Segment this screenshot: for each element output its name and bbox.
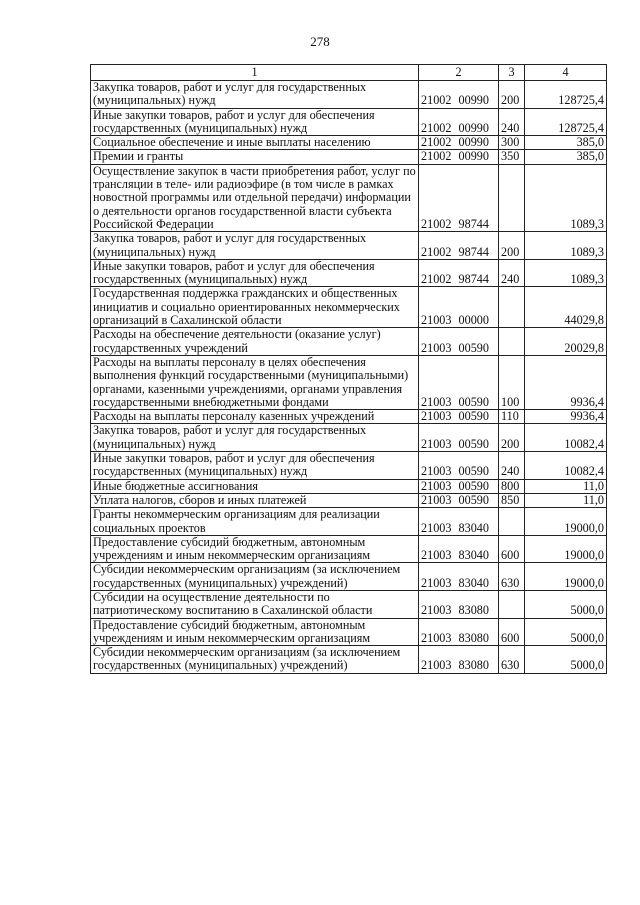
row-name: Социальное обеспечение и иные выплаты населению (91, 136, 419, 150)
row-expense-type: 110 (499, 410, 525, 424)
table-row (91, 452, 607, 480)
row-code: 21003 00000 (419, 287, 499, 328)
row-name: Субсидии некоммерческим организациям (за исключением государственных (муниципальных) учреждений) (91, 563, 419, 591)
table-row (91, 136, 607, 150)
row-amount: 19000,0 (525, 508, 607, 536)
table-row (91, 424, 607, 452)
row-name: Предоставление субсидий бюджетным, автономным учреждениям и иным некоммерческим организациям (91, 535, 419, 563)
row-amount: 11,0 (525, 493, 607, 507)
row-amount: 19000,0 (525, 535, 607, 563)
page-number: 278 (310, 34, 330, 49)
column-header-4: 4 (525, 65, 607, 81)
row-amount: 128725,4 (525, 108, 607, 136)
table-row (91, 287, 607, 328)
row-amount: 385,0 (525, 136, 607, 150)
row-code: 21003 00590 (419, 493, 499, 507)
row-amount: 9936,4 (525, 355, 607, 409)
row-name: Субсидии на осуществление деятельности по патриотическому воспитанию в Сахалинской области (91, 590, 419, 618)
row-amount: 128725,4 (525, 81, 607, 109)
table-row (91, 259, 607, 287)
table-row (91, 535, 607, 563)
row-code: 21003 83080 (419, 646, 499, 674)
row-expense-type: 200 (499, 232, 525, 260)
row-name: Закупка товаров, работ и услуг для государственных (муниципальных) нужд (91, 81, 419, 109)
row-expense-type: 300 (499, 136, 525, 150)
table-row (91, 646, 607, 674)
table-row (91, 150, 607, 164)
row-expense-type (499, 508, 525, 536)
table-row (91, 493, 607, 507)
row-name: Закупка товаров, работ и услуг для государственных (муниципальных) нужд (91, 232, 419, 260)
row-name: Гранты некоммерческим организациям для реализации социальных проектов (91, 508, 419, 536)
row-name: Уплата налогов, сборов и иных платежей (91, 493, 419, 507)
row-name: Закупка товаров, работ и услуг для государственных (муниципальных) нужд (91, 424, 419, 452)
column-header-3: 3 (499, 65, 525, 81)
row-expense-type: 240 (499, 452, 525, 480)
row-name: Расходы на выплаты персоналу казенных учреждений (91, 410, 419, 424)
row-code: 21003 83080 (419, 618, 499, 646)
row-code: 21002 98744 (419, 259, 499, 287)
row-amount: 19000,0 (525, 563, 607, 591)
table-body (91, 81, 607, 674)
table-row (91, 81, 607, 109)
row-expense-type: 240 (499, 108, 525, 136)
row-expense-type: 240 (499, 259, 525, 287)
row-name: Иные закупки товаров, работ и услуг для обеспечения государственных (муниципальных) нужд (91, 452, 419, 480)
row-amount: 5000,0 (525, 646, 607, 674)
row-amount: 5000,0 (525, 590, 607, 618)
table-row (91, 618, 607, 646)
row-code: 21002 00990 (419, 108, 499, 136)
row-name: Государственная поддержка гражданских и общественных инициатив и социально ориентированных некоммерческих организаций в Сахалинской области (91, 287, 419, 328)
table-row (91, 164, 607, 231)
row-amount: 11,0 (525, 479, 607, 493)
row-amount: 44029,8 (525, 287, 607, 328)
row-amount: 385,0 (525, 150, 607, 164)
row-name: Иные закупки товаров, работ и услуг для обеспечения государственных (муниципальных) нужд (91, 259, 419, 287)
row-name: Предоставление субсидий бюджетным, автономным учреждениям и иным некоммерческим организациям (91, 618, 419, 646)
row-expense-type: 850 (499, 493, 525, 507)
row-code: 21003 83040 (419, 563, 499, 591)
table-row (91, 590, 607, 618)
row-name: Субсидии некоммерческим организациям (за исключением государственных (муниципальных) учреждений) (91, 646, 419, 674)
row-expense-type: 200 (499, 424, 525, 452)
row-name: Расходы на обеспечение деятельности (оказание услуг) государственных учреждений (91, 328, 419, 356)
row-amount: 20029,8 (525, 328, 607, 356)
row-expense-type: 630 (499, 646, 525, 674)
row-amount: 1089,3 (525, 232, 607, 260)
row-name: Расходы на выплаты персоналу в целях обеспечения выполнения функций государственными (муниципальными) органами, казенными учреждениями, органами управления государственными внебюджетными фондами (91, 355, 419, 409)
table-row (91, 328, 607, 356)
column-header-2: 2 (419, 65, 499, 81)
row-code: 21002 00990 (419, 81, 499, 109)
row-amount: 1089,3 (525, 259, 607, 287)
row-amount: 9936,4 (525, 410, 607, 424)
row-code: 21002 98744 (419, 164, 499, 231)
row-name: Премии и гранты (91, 150, 419, 164)
row-code: 21003 00590 (419, 452, 499, 480)
row-expense-type: 100 (499, 355, 525, 409)
table-row (91, 410, 607, 424)
table-row (91, 355, 607, 409)
table-row (91, 563, 607, 591)
row-amount: 1089,3 (525, 164, 607, 231)
row-code: 21003 83040 (419, 535, 499, 563)
table-header-row (91, 65, 607, 81)
row-expense-type (499, 590, 525, 618)
row-code: 21003 00590 (419, 424, 499, 452)
row-code: 21002 00990 (419, 150, 499, 164)
row-code: 21003 00590 (419, 410, 499, 424)
row-code: 21003 83040 (419, 508, 499, 536)
column-header-1: 1 (91, 65, 419, 81)
row-name: Осуществление закупок в части приобретения работ, услуг по трансляции в теле- или радиоэфире (в том числе в рамках новостной программы или отдельной передачи) информации о деятельности органов государственной власти субъекта Российской Федерации (91, 164, 419, 231)
table-row (91, 108, 607, 136)
row-amount: 5000,0 (525, 618, 607, 646)
row-code: 21003 83080 (419, 590, 499, 618)
row-expense-type (499, 164, 525, 231)
row-expense-type: 600 (499, 535, 525, 563)
budget-table (90, 64, 607, 674)
row-amount: 10082,4 (525, 424, 607, 452)
row-code: 21003 00590 (419, 355, 499, 409)
table-row (91, 508, 607, 536)
row-expense-type: 600 (499, 618, 525, 646)
row-expense-type: 200 (499, 81, 525, 109)
table-row (91, 479, 607, 493)
row-code: 21003 00590 (419, 328, 499, 356)
row-expense-type: 630 (499, 563, 525, 591)
row-expense-type: 800 (499, 479, 525, 493)
row-amount: 10082,4 (525, 452, 607, 480)
row-code: 21002 00990 (419, 136, 499, 150)
row-name: Иные бюджетные ассигнования (91, 479, 419, 493)
row-expense-type: 350 (499, 150, 525, 164)
table-row (91, 232, 607, 260)
row-expense-type (499, 328, 525, 356)
row-expense-type (499, 287, 525, 328)
row-name: Иные закупки товаров, работ и услуг для обеспечения государственных (муниципальных) нужд (91, 108, 419, 136)
row-code: 21002 98744 (419, 232, 499, 260)
row-code: 21003 00590 (419, 479, 499, 493)
